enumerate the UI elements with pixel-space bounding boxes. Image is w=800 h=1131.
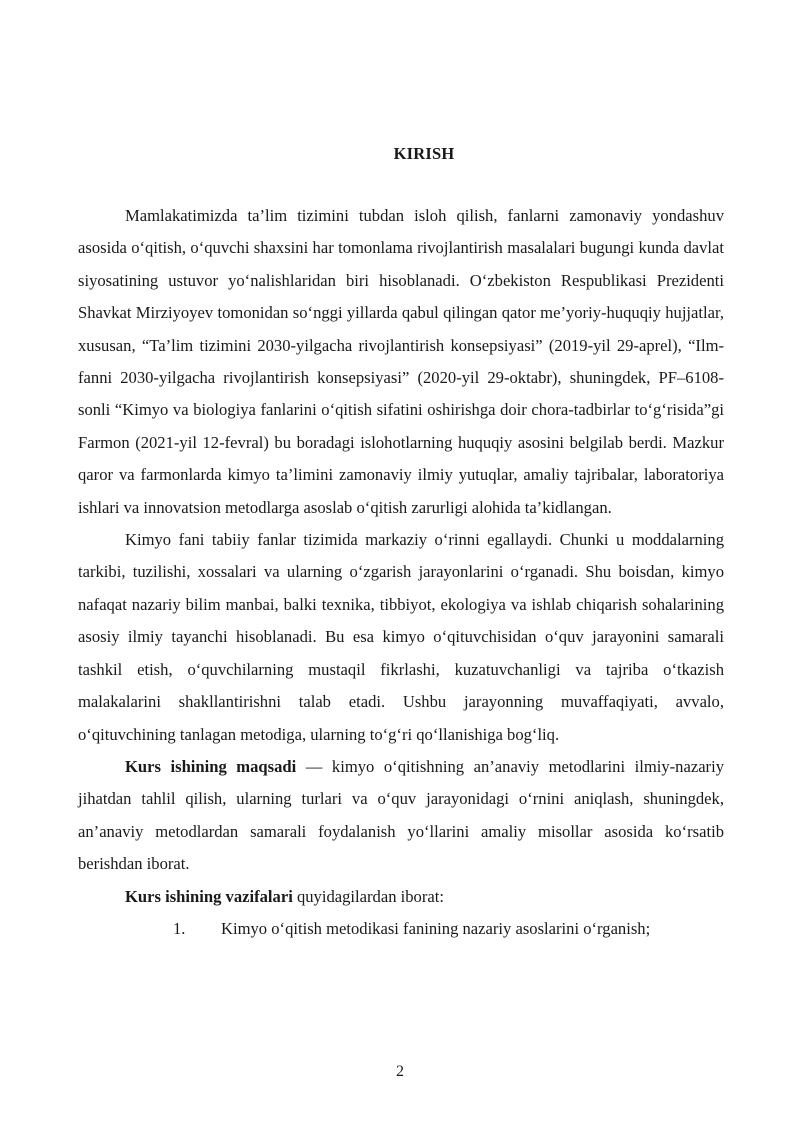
goal-text: — kimyo o‘qitishning an’anaviy metodlarini ilmiy-nazariy jihatdan tahlil qilish, ularning turlari va o‘quv jarayonidagi o‘rnini aniqlash, shuningdek, an’anaviy metodlardan samarali foydalanish yo‘llarini amaliy misollar asosida ko‘rsatib berishdan iborat. [78,756,724,874]
goal-lead: Kurs ishining maqsadi [125,756,297,776]
page-title: KIRISH [393,144,455,163]
page-number: 2 [396,1063,404,1080]
list-item-number: 1. [173,918,186,938]
tasks-lead: Kurs ishining vazifalari [125,886,293,906]
paragraph-chemistry: Kimyo fani tabiiy fanlar tizimida markaziy o‘rinni egallaydi. Chunki u moddalarning tarkibi, tuzilishi, xossalari va ularning o‘zgarish jarayonlarini o‘rganadi. Shu boisdan, kimyo nafaqat nazariy bilim manbai, balki texnika, tibbiyot, ekologiya va ishlab chiqarish sohalarining asosiy ilmiy tayanchi hisoblanadi. Bu esa kimyo o‘qituvchisidan o‘quv jarayonini samarali tashkil etish, o‘quvchilarning mustaqil fikrlashi, kuzatuvchanligi va tajriba o‘tkazish malakalarini shakllantirishni talab etadi. Ushbu jarayonning muvaffaqiyati, avvalo, o‘qituvchining tanlagan metodiga, ularning to‘g‘ri qo‘llanishiga bog‘liq. [78,530,724,744]
paragraph-goal [78,751,724,881]
tasks-text: quyidagilardan iborat: [292,886,444,906]
paragraph-tasks [78,881,724,913]
paragraph-intro: Mamlakatimizda ta’lim tizimini tubdan isloh qilish, fanlarni zamonaviy yondashuv asosida o‘qitish, o‘quvchi shaxsini har tomonlama rivojlantirish masalalari bugungi kunda davlat siyosatining ustuvor yo‘nalishlaridan biri hisoblanadi. O‘zbekiston Respublikasi Prezidenti Shavkat Mirziyoyev tomonidan so‘nggi yillarda qabul qilingan qator me’yoriy-huquqiy hujjatlar, xususan, “Ta’lim tizimini 2030-yilgacha rivojlantirish konsepsiyasi” (2019-yil 29-aprel), “Ilm-fanni 2030-yilgacha rivojlantirish konsepsiyasi” (2020-yil 29-oktabr), shuningdek, PF–6108-sonli “Kimyo va biologiya fanlarini o‘qitish sifatini oshirishga doir chora-tadbirlar to‘g‘risida”gi Farmon (2021-yil 12-fevral) bu boradagi islohotlarning huquqiy asosini belgilab berdi. Mazkur qaror va farmonlarda kimyo ta’limini zamonaviy ilmiy yutuqlar, amaliy tajribalar, laboratoriya ishlari va innovatsion metodlarga asoslab o‘qitish zarurligi alohida ta’kidlangan. [78,206,724,517]
list-item-text: Kimyo o‘qitish metodikasi fanining nazariy asoslarini o‘rganish; [221,918,651,938]
document-body [78,200,724,945]
list-item [78,913,724,945]
